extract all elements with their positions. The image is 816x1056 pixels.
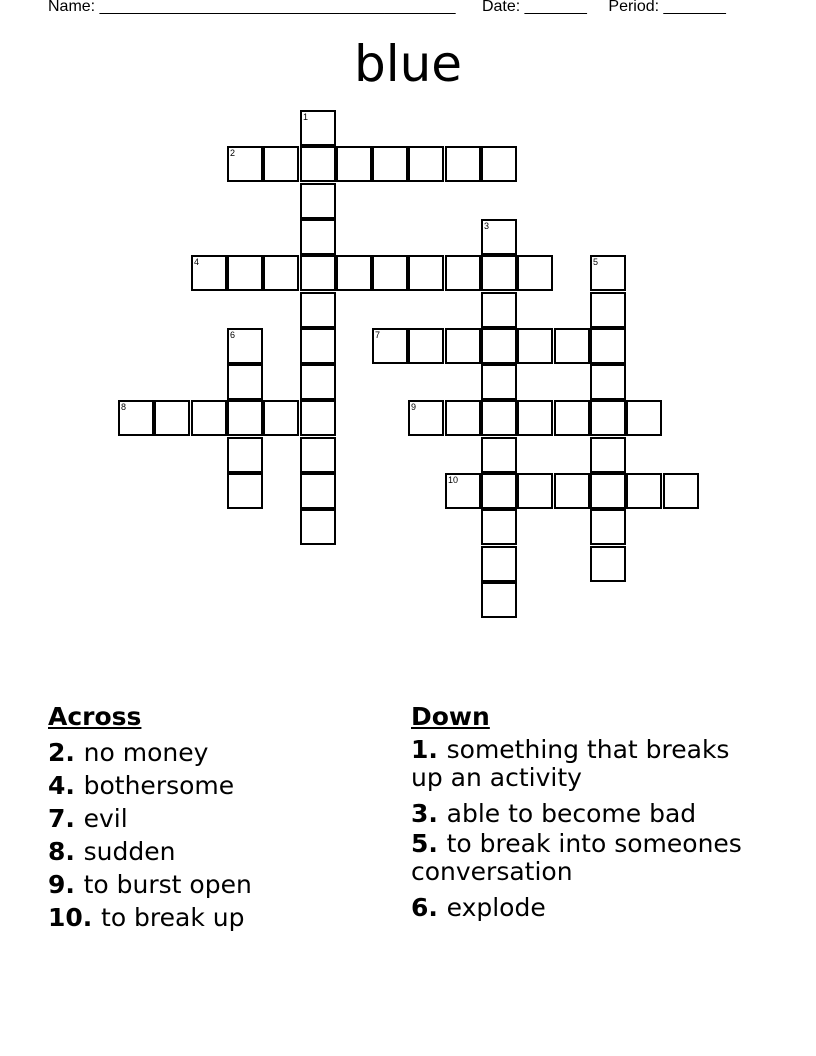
clue-text: to break into someones conversation (411, 829, 742, 886)
crossword-cell[interactable] (408, 400, 444, 436)
crossword-cell[interactable] (300, 400, 336, 436)
crossword-cell[interactable] (336, 146, 372, 182)
crossword-cell[interactable] (590, 509, 626, 545)
crossword-cell[interactable] (227, 364, 263, 400)
crossword-cell[interactable] (445, 255, 481, 291)
crossword-cell[interactable] (481, 255, 517, 291)
clue-text: to burst open (83, 870, 252, 899)
crossword-cell[interactable] (227, 328, 263, 364)
clue-text: sudden (83, 837, 176, 866)
clue-number: 9. (48, 870, 75, 899)
clue-number: 2. (48, 738, 75, 767)
crossword-cell[interactable] (663, 473, 699, 509)
crossword-cell[interactable] (481, 146, 517, 182)
crossword-cell[interactable] (300, 509, 336, 545)
crossword-cell[interactable] (227, 473, 263, 509)
clue-across-2 (48, 736, 378, 769)
cell-number: 4 (194, 257, 200, 267)
cell-number: 6 (230, 330, 236, 340)
clue-number: 5. (411, 829, 438, 858)
crossword-cell[interactable] (118, 400, 154, 436)
crossword-cell[interactable] (372, 146, 408, 182)
crossword-cell[interactable] (445, 473, 481, 509)
date-field[interactable]: Date: _______ (481, 0, 587, 15)
cell-number: 10 (448, 475, 459, 485)
crossword-cell[interactable] (517, 255, 553, 291)
crossword-cell[interactable] (300, 183, 336, 219)
crossword-cell[interactable] (154, 400, 190, 436)
clue-across-4 (48, 769, 378, 802)
crossword-cell[interactable] (590, 473, 626, 509)
crossword-cell[interactable] (590, 400, 626, 436)
clue-down-3 (411, 797, 761, 830)
crossword-cell[interactable] (481, 582, 517, 618)
crossword-cell[interactable] (481, 546, 517, 582)
clue-across-7 (48, 802, 378, 835)
crossword-cell[interactable] (590, 437, 626, 473)
period-field[interactable]: Period: _______ (608, 0, 726, 15)
clue-text: explode (446, 893, 546, 922)
crossword-cell[interactable] (408, 146, 444, 182)
crossword-cell[interactable] (445, 400, 481, 436)
crossword-cell[interactable] (445, 146, 481, 182)
down-heading: Down (411, 702, 490, 731)
cell-number: 1 (303, 112, 309, 122)
crossword-cell[interactable] (481, 509, 517, 545)
crossword-cell[interactable] (300, 255, 336, 291)
clue-across-9 (48, 868, 378, 901)
name-field[interactable]: Name: ________________________________________ (48, 0, 456, 15)
crossword-cell[interactable] (336, 255, 372, 291)
crossword-cell[interactable] (517, 328, 553, 364)
crossword-cell[interactable] (227, 400, 263, 436)
cell-number: 9 (411, 402, 417, 412)
crossword-cell[interactable] (227, 437, 263, 473)
crossword-cell[interactable] (445, 328, 481, 364)
crossword-cell[interactable] (590, 292, 626, 328)
crossword-cell[interactable] (191, 400, 227, 436)
crossword-cell[interactable] (517, 400, 553, 436)
clue-down-1 (411, 736, 761, 792)
crossword-cell[interactable] (554, 473, 590, 509)
clue-text: bothersome (83, 771, 235, 800)
crossword-cell[interactable] (481, 292, 517, 328)
clue-number: 4. (48, 771, 75, 800)
crossword-cell[interactable] (626, 400, 662, 436)
crossword-cell[interactable] (372, 255, 408, 291)
cell-number: 7 (375, 330, 381, 340)
cell-number: 5 (593, 257, 599, 267)
crossword-cell[interactable] (590, 255, 626, 291)
crossword-cell[interactable] (590, 546, 626, 582)
clue-down-6 (411, 891, 761, 924)
crossword-cell[interactable] (481, 328, 517, 364)
crossword-cell[interactable] (481, 219, 517, 255)
clue-text: to break up (101, 903, 245, 932)
page-title: blue (353, 35, 463, 93)
clue-across-8 (48, 835, 378, 868)
down-clues (411, 700, 761, 924)
crossword-cell[interactable] (408, 328, 444, 364)
crossword-cell[interactable] (517, 473, 553, 509)
crossword-cell[interactable] (263, 146, 299, 182)
crossword-cell[interactable] (590, 328, 626, 364)
crossword-cell[interactable] (300, 292, 336, 328)
clue-across-10 (48, 901, 378, 934)
across-clues (48, 700, 378, 934)
clue-text: evil (83, 804, 128, 833)
clue-number: 10. (48, 903, 93, 932)
crossword-cell[interactable] (300, 110, 336, 146)
crossword-cell[interactable] (554, 400, 590, 436)
crossword-cell[interactable] (481, 400, 517, 436)
crossword-cell[interactable] (481, 437, 517, 473)
crossword-cell[interactable] (626, 473, 662, 509)
cell-number: 3 (484, 221, 490, 231)
cell-number: 2 (230, 148, 236, 158)
crossword-cell[interactable] (263, 400, 299, 436)
clue-text: able to become bad (446, 799, 697, 828)
crossword-cell[interactable] (590, 364, 626, 400)
clue-text: something that breaks up an activity (411, 735, 730, 792)
crossword-cell[interactable] (300, 219, 336, 255)
crossword-cell[interactable] (191, 255, 227, 291)
crossword-cell[interactable] (227, 146, 263, 182)
across-heading: Across (48, 702, 142, 731)
crossword-cell[interactable] (481, 473, 517, 509)
clue-number: 1. (411, 735, 438, 764)
crossword-cell[interactable] (372, 328, 408, 364)
crossword-cell[interactable] (300, 437, 336, 473)
crossword-cell[interactable] (554, 328, 590, 364)
crossword-cell[interactable] (300, 328, 336, 364)
clue-number: 7. (48, 804, 75, 833)
crossword-cell[interactable] (300, 364, 336, 400)
cell-number: 8 (121, 402, 127, 412)
clue-text: no money (83, 738, 209, 767)
crossword-cell[interactable] (408, 255, 444, 291)
crossword-cell[interactable] (481, 364, 517, 400)
clue-down-5 (411, 830, 761, 886)
crossword-cell[interactable] (227, 255, 263, 291)
clue-number: 6. (411, 893, 438, 922)
crossword-cell[interactable] (263, 255, 299, 291)
clue-number: 8. (48, 837, 75, 866)
clue-number: 3. (411, 799, 438, 828)
crossword-cell[interactable] (300, 146, 336, 182)
crossword-cell[interactable] (300, 473, 336, 509)
